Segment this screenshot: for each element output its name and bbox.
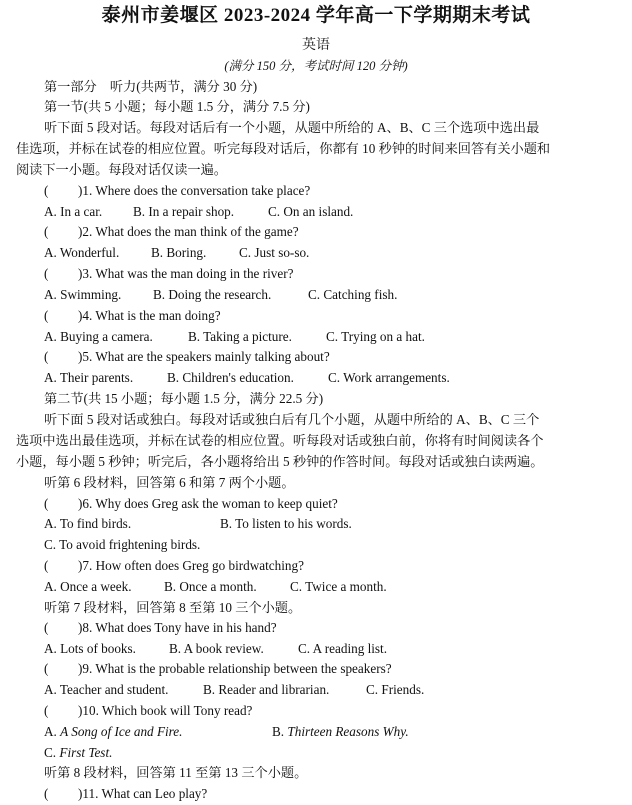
book-title: A Song of Ice and Fire. bbox=[60, 724, 183, 739]
option: B. Boring. bbox=[151, 245, 207, 260]
option: C. Catching fish. bbox=[308, 287, 398, 302]
section1-instructions-line: 听下面 5 段对话。每段对话后有一个小题，从题中所给的 A、B、C 三个选项中选出最 bbox=[44, 120, 540, 135]
option: B. Taking a picture. bbox=[188, 329, 292, 344]
option: A. Swimming. bbox=[44, 287, 122, 302]
option: C. Just so-so. bbox=[239, 245, 310, 260]
question-stem: ( )8. What does Tony have in his hand? bbox=[44, 620, 277, 635]
option: A. In a car. bbox=[44, 204, 103, 219]
question-stem: ( )9. What is the probable relationship between the speakers? bbox=[44, 661, 392, 676]
material-heading: 听第 8 段材料，回答第 11 至第 13 三个小题。 bbox=[44, 765, 308, 780]
option: B. Doing the research. bbox=[153, 287, 272, 302]
option: A. Their parents. bbox=[44, 370, 134, 385]
option: B. Reader and librarian. bbox=[203, 682, 330, 697]
option: A. To find birds. bbox=[44, 516, 132, 531]
option: C. To avoid frightening birds. bbox=[44, 537, 201, 552]
material-heading: 听第 6 段材料，回答第 6 和第 7 两个小题。 bbox=[44, 475, 295, 490]
option: B. Thirteen Reasons Why. bbox=[272, 724, 409, 739]
section1-heading: 第一节(共 5 小题；每小题 1.5 分，满分 7.5 分) bbox=[44, 99, 310, 114]
section2-heading: 第二节(共 15 小题；每小题 1.5 分，满分 22.5 分) bbox=[44, 391, 324, 406]
question-stem: ( )6. Why does Greg ask the woman to keep quiet? bbox=[44, 496, 338, 511]
option: C. On an island. bbox=[268, 204, 354, 219]
question-stem: ( )3. What was the man doing in the river? bbox=[44, 266, 294, 281]
option: C. Trying on a hat. bbox=[326, 329, 425, 344]
section2-instructions-line: 听下面 5 段对话或独白。每段对话或独白后有几个小题，从题中所给的 A、B、C 三个 bbox=[44, 412, 540, 427]
option: A. Teacher and student. bbox=[44, 682, 169, 697]
section1-instructions-line: 阅读下一小题。每段对话仅读一遍。 bbox=[16, 162, 227, 177]
section2-instructions-line: 小题，每小题 5 秒钟；听完后，各小题将给出 5 秒钟的作答时间。每段对话或独白读两遍。 bbox=[16, 454, 544, 469]
question-stem: ( )7. How often does Greg go birdwatching? bbox=[44, 558, 304, 573]
question-stem: ( )5. What are the speakers mainly talking about? bbox=[44, 349, 330, 364]
option: C. A reading list. bbox=[298, 641, 388, 656]
subject-label: 英语 bbox=[302, 38, 330, 53]
option: A. Wonderful. bbox=[44, 245, 120, 260]
page-title: 泰州市姜堰区 2023-2024 学年高一下学期期末考试 bbox=[101, 5, 531, 26]
score-time-note: (满分 150 分，考试时间 120 分钟) bbox=[224, 59, 408, 73]
option: C. Twice a month. bbox=[290, 579, 387, 594]
option: A. Once a week. bbox=[44, 579, 132, 594]
option: A. A Song of Ice and Fire. bbox=[44, 724, 183, 739]
section2-instructions-line: 选项中选出最佳选项，并标在试卷的相应位置。听每段对话或独白前，你将有时间阅读各个 bbox=[16, 433, 544, 448]
option: B. A book review. bbox=[169, 641, 264, 656]
option: B. Once a month. bbox=[164, 579, 257, 594]
book-title: First Test. bbox=[59, 745, 113, 760]
option: C. Work arrangements. bbox=[328, 370, 450, 385]
option: C. First Test. bbox=[44, 745, 113, 760]
option: B. To listen to his words. bbox=[220, 516, 352, 531]
book-title: Thirteen Reasons Why. bbox=[287, 724, 409, 739]
question-stem: ( )10. Which book will Tony read? bbox=[44, 703, 253, 718]
question-stem: ( )1. Where does the conversation take place? bbox=[44, 183, 311, 198]
material-heading: 听第 7 段材料，回答第 8 至第 10 三个小题。 bbox=[44, 600, 302, 615]
part-heading: 第一部分 听力(共两节，满分 30 分) bbox=[44, 79, 258, 94]
question-stem: ( )2. What does the man think of the game? bbox=[44, 224, 299, 239]
section1-instructions-line: 佳选项，并标在试卷的相应位置。听完每段对话后，你都有 10 秒钟的时间来回答有关小题和 bbox=[16, 141, 551, 156]
question-stem: ( )4. What is the man doing? bbox=[44, 308, 221, 323]
option: B. In a repair shop. bbox=[133, 204, 235, 219]
option: A. Lots of books. bbox=[44, 641, 136, 656]
question-stem: ( )11. What can Leo play? bbox=[44, 786, 208, 801]
option: B. Children's education. bbox=[167, 370, 294, 385]
option: C. Friends. bbox=[366, 682, 425, 697]
option: A. Buying a camera. bbox=[44, 329, 153, 344]
